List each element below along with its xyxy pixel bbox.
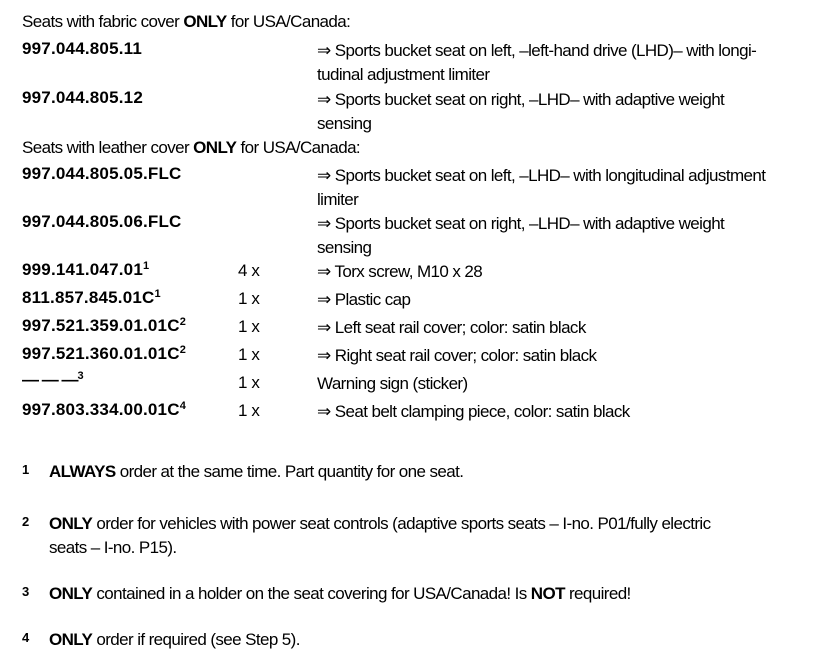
part-number: $997.521.359.01.01C^2$	[22, 316, 187, 335]
section-heading-fabric: Seats with fabric cover ONLY for USA/Canada:	[22, 12, 351, 31]
part-number: $997.803.334.00.01C^4$	[22, 400, 187, 419]
part-description: ⇒ Sports bucket seat on right, –LHD– with adaptive weight sensing	[317, 214, 725, 257]
part-quantity: 1 x	[238, 401, 260, 420]
part-number: $997.521.360.01.01C^2$	[22, 344, 187, 363]
part-description: ⇒ Sports bucket seat on left, –LHD– with longitudinal adjustment limiter	[317, 166, 766, 209]
footnote-number: 4	[22, 630, 29, 645]
part-number: 999.141.047.01$^1$	[22, 260, 150, 279]
footnote-text: ONLY contained in a holder on the seat covering for USA/Canada! Is NOT required!	[49, 584, 631, 603]
part-description: ⇒ Plastic cap	[317, 290, 411, 309]
part-description: Warning sign (sticker)	[317, 374, 468, 393]
part-number: $811.857.845.01C^1$	[22, 288, 161, 307]
part-number: 997.044.805.06.FLC	[22, 212, 182, 231]
footnote-number: 1	[22, 462, 29, 477]
footnote-number: 3	[22, 584, 29, 599]
part-description: ⇒ Sports bucket seat on left, –left-hand drive (LHD)– with longi- tudinal adjustment limiter	[317, 41, 757, 84]
part-description: ⇒ Torx screw, M10 x 28	[317, 262, 483, 281]
part-quantity: 1 x	[238, 289, 260, 308]
part-quantity: 1 x	[238, 373, 260, 392]
part-number: 997.044.805.11	[22, 39, 143, 58]
footnote-text: ONLY order for vehicles with power seat controls (adaptive sports seats – I-no. P01/fully electric seats – I-no. P15).	[49, 514, 711, 557]
footnote-text: ONLY order if required (see Step 5).	[49, 630, 300, 649]
footnote-text: ALWAYS order at the same time. Part quantity for one seat.	[49, 462, 464, 481]
part-quantity: 1 x	[238, 317, 260, 336]
part-number: 997.044.805.12	[22, 88, 143, 107]
part-quantity: 4 x	[238, 261, 260, 280]
footnote-number: 2	[22, 514, 29, 529]
part-description: ⇒ Left seat rail cover; color: satin black	[317, 318, 586, 337]
part-description: ⇒ Right seat rail cover; color: satin black	[317, 346, 597, 365]
part-quantity: 1 x	[238, 345, 260, 364]
section-heading-leather: Seats with leather cover ONLY for USA/Canada:	[22, 138, 361, 157]
part-description: ⇒ Seat belt clamping piece, color: satin black	[317, 402, 630, 421]
part-number: — — —$^3$	[22, 370, 83, 389]
part-description: ⇒ Sports bucket seat on right, –LHD– with adaptive weight sensing	[317, 90, 725, 133]
part-number: 997.044.805.05.FLC	[22, 164, 182, 183]
